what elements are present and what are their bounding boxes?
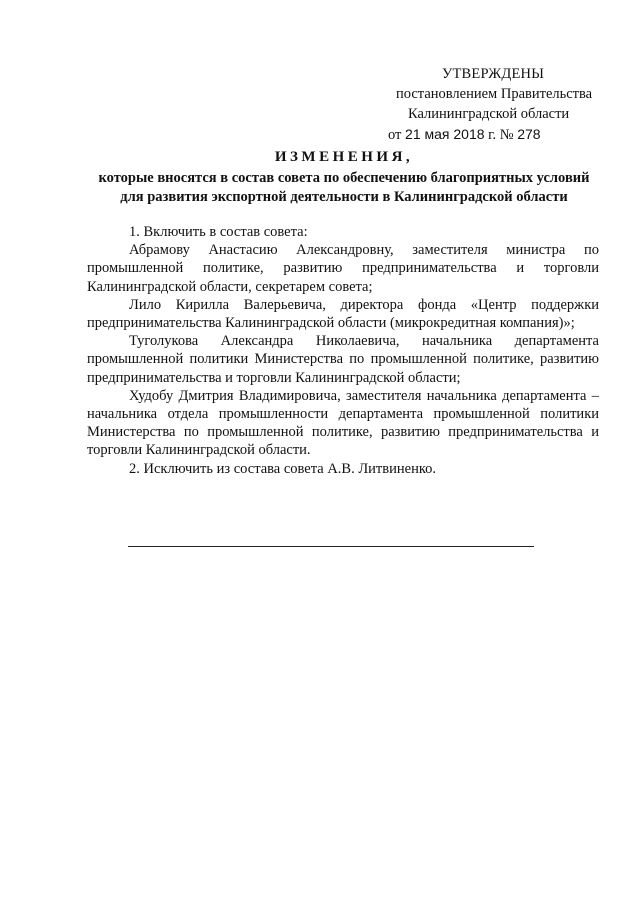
- heading-title: ИЗМЕНЕНИЯ,: [274, 149, 414, 165]
- document-body: [87, 223, 599, 478]
- item-1-include: 1. Включить в состав совета:: [129, 224, 308, 240]
- person-khudoba: Худобу Дмитрия Владимировича, заместителя начальника департамента – начальника отдела промышленности департамента промышленной политики Министерства по промышленной политике, развитию предпринимательства и торговли Калининградской области.: [87, 387, 599, 459]
- document-number: 278: [517, 126, 541, 142]
- date-prefix: от: [388, 127, 402, 143]
- heading-subtitle-line1: которые вносятся в состав совета по обеспечению благоприятных условий: [98, 170, 590, 186]
- closing-divider: [128, 546, 534, 547]
- approval-stamp: [386, 64, 606, 145]
- approval-title: УТВЕРЖДЕНЫ: [442, 66, 545, 82]
- person-lilo: Лило Кирилла Валерьевича, директора фонда «Центр поддержки предпринимательства Калининградской области (микрокредитная компания)»;: [87, 296, 599, 332]
- person-tugolukov: Туголукова Александра Николаевича, начальника департамента промышленной политики Министерства по промышленной политике, развитию предпринимательства и торговли Калининградской области;: [87, 333, 599, 386]
- date-suffix: г. №: [488, 127, 514, 143]
- heading-subtitle-line2: для развития экспортной деятельности в Калининградской области: [120, 189, 568, 205]
- approval-line-region: Калининградской области: [408, 106, 570, 122]
- person-abramova: Абрамову Анастасию Александровну, заместителя министра по промышленной политике, развитию предпринимательства и торговли Калининградской области, секретарем совета;: [87, 242, 599, 295]
- document-heading: [86, 148, 602, 207]
- date-value: 21 мая 2018: [405, 126, 485, 142]
- item-2-exclude: 2. Исключить из состава совета А.В. Литвиненко.: [129, 460, 437, 477]
- approval-date-line: [386, 124, 606, 145]
- approval-line-resolution: постановлением Правительства: [396, 86, 593, 102]
